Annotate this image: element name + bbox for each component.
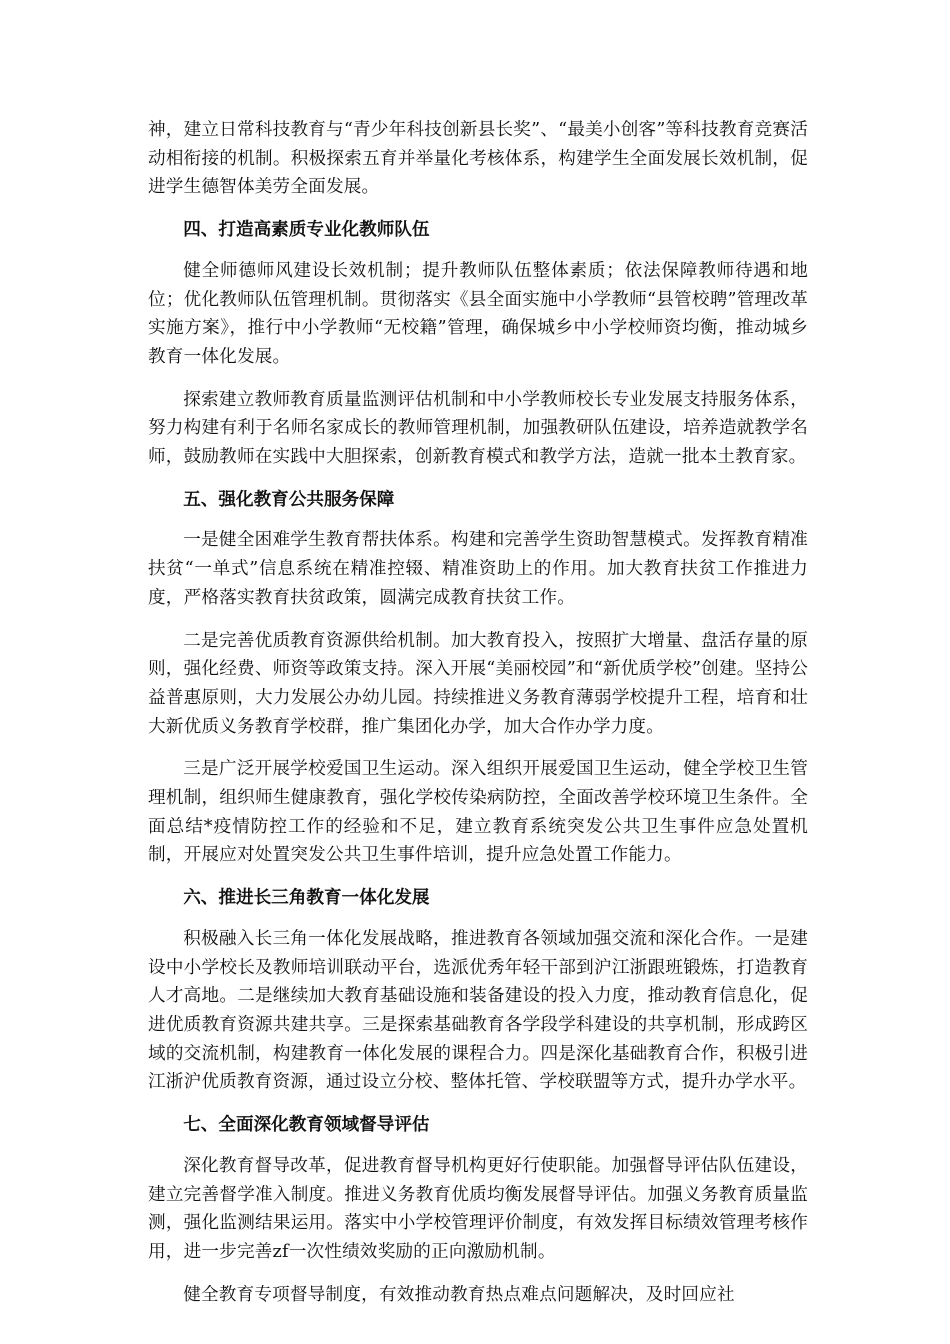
- paragraph: 深化教育督导改革，促进教育督导机构更好行使职能。加强督导评估队伍建设，建立完善督学准入制度。推进义务教育优质均衡发展督导评估。加强义务教育质量监测，强化监测结果运用。落实中小学校管理评价制度，有效发挥目标绩效管理考核作用，进一步完善zf一次性绩效奖励的正向激励机制。: [148, 1155, 808, 1262]
- paragraph: 三是广泛开展学校爱国卫生运动。深入组织开展爱国卫生运动，健全学校卫生管理机制，组织师生健康教育，强化学校传染病防控，全面改善学校环境卫生条件。全面总结*疫情防控工作的经验和不足，建立教育系统突发公共卫生事件应急处置机制，开展应对处置突发公共卫生事件培训，提升应急处置工作能力。: [148, 759, 808, 866]
- section-heading-6: 六、推进长三角教育一体化发展: [183, 888, 430, 909]
- paragraph: 健全师德师风建设长效机制；提升教师队伍整体素质；依法保障教师待遇和地位；优化教师队伍管理机制。贯彻落实《县全面实施中小学教师“县管校聘”管理改革实施方案》，推行中小学教师“无校籍”管理，确保城乡中小学校师资均衡，推动城乡教育一体化发展。: [148, 260, 808, 367]
- section-heading-7: 七、全面深化教育领域督导评估: [183, 1115, 430, 1136]
- paragraph: 二是完善优质教育资源供给机制。加大教育投入，按照扩大增量、盘活存量的原则，强化经费、师资等政策支持。深入开展“美丽校园”和“新优质学校”创建。坚持公益普惠原则，大力发展公办幼儿园。持续推进义务教育薄弱学校提升工程，培育和壮大新优质义务教育学校群，推广集团化办学，加大合作办学力度。: [148, 630, 808, 737]
- paragraph: 探索建立教师教育质量监测评估机制和中小学教师校长专业发展支持服务体系，努力构建有利于名师名家成长的教师管理机制，加强教研队伍建设，培养造就教学名师，鼓励教师在实践中大胆探索，创新教育模式和教学方法，造就一批本土教育家。: [148, 389, 808, 468]
- continued-paragraph: 神，建立日常科技教育与“青少年科技创新县长奖”、“最美小创客”等科技教育竞赛活动相衔接的机制。积极探索五育并举量化考核体系，构建学生全面发展长效机制，促进学生德智体美劳全面发展。: [148, 120, 808, 198]
- document-body: [148, 116, 808, 1323]
- section-heading-5: 五、强化教育公共服务保障: [183, 489, 395, 510]
- paragraph: 积极融入长三角一体化发展战略，推进教育各领域加强交流和深化合作。一是建设中小学校长及教师培训联动平台，选派优秀年轻干部到沪江浙跟班锻炼，打造教育人才高地。二是继续加大教育基础设施和装备建设的投入力度，推动教育信息化，促进优质教育资源共建共享。三是探索基础教育各学段学科建设的共享机制，形成跨区域的交流机制，构建教育一体化发展的课程合力。四是深化基础教育合作，积极引进江浙沪优质教育资源，通过设立分校、整体托管、学校联盟等方式，提升办学水平。: [148, 928, 808, 1093]
- section-heading-4: 四、打造高素质专业化教师队伍: [183, 220, 430, 241]
- paragraph: 一是健全困难学生教育帮扶体系。构建和完善学生资助智慧模式。发挥教育精准扶贫“一单式”信息系统在精准控辍、精准资助上的作用。加大教育扶贫工作推进力度，严格落实教育扶贫政策，圆满完成教育扶贫工作。: [148, 530, 808, 608]
- paragraph: 健全教育专项督导制度，有效推动教育热点难点问题解决，及时回应社: [183, 1284, 735, 1305]
